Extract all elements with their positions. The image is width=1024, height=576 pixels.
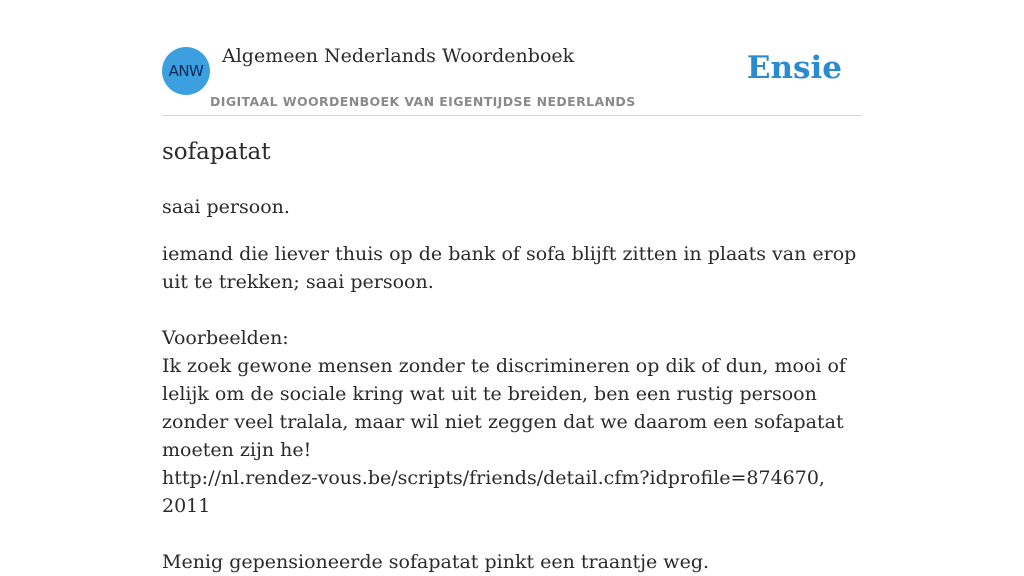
entry-content [162,193,862,576]
short-definition: saai persoon. [162,196,290,218]
examples-label: Voorbeelden: [162,327,289,349]
example-text: Menig gepensioneerde sofapatat pinkt een traantje weg. [162,551,710,573]
example-source: http://nl.rendez-vous.be/scripts/friends/detail.cfm?idprofile=874670, 2011 [162,467,825,517]
definition-text: iemand die liever thuis op de bank of sofa blijft zitten in plaats van erop uit te trekken; saai persoon. [162,243,857,293]
site-title[interactable]: Algemeen Nederlands Woordenboek [222,45,575,67]
example-text: Ik zoek gewone mensen zonder te discrimineren op dik of dun, mooi of lelijk om de sociale kring wat uit te breiden, ben een rustig persoon zonder veel tralala, maar wil niet zeggen dat we daarom een sofapatat moeten zijn he! [162,355,846,461]
page [162,0,862,573]
site-subtitle: DIGITAAL WOORDENBOEK VAN EIGENTIJDSE NEDERLANDS [210,94,636,109]
spacer [162,520,862,548]
spacer [162,296,862,324]
site-header [162,0,862,116]
entry-title: sofapatat [162,139,271,165]
anw-logo[interactable]: ANW [162,47,210,95]
definition-block [162,240,862,576]
ensie-logo-link[interactable]: Ensie [746,50,842,86]
